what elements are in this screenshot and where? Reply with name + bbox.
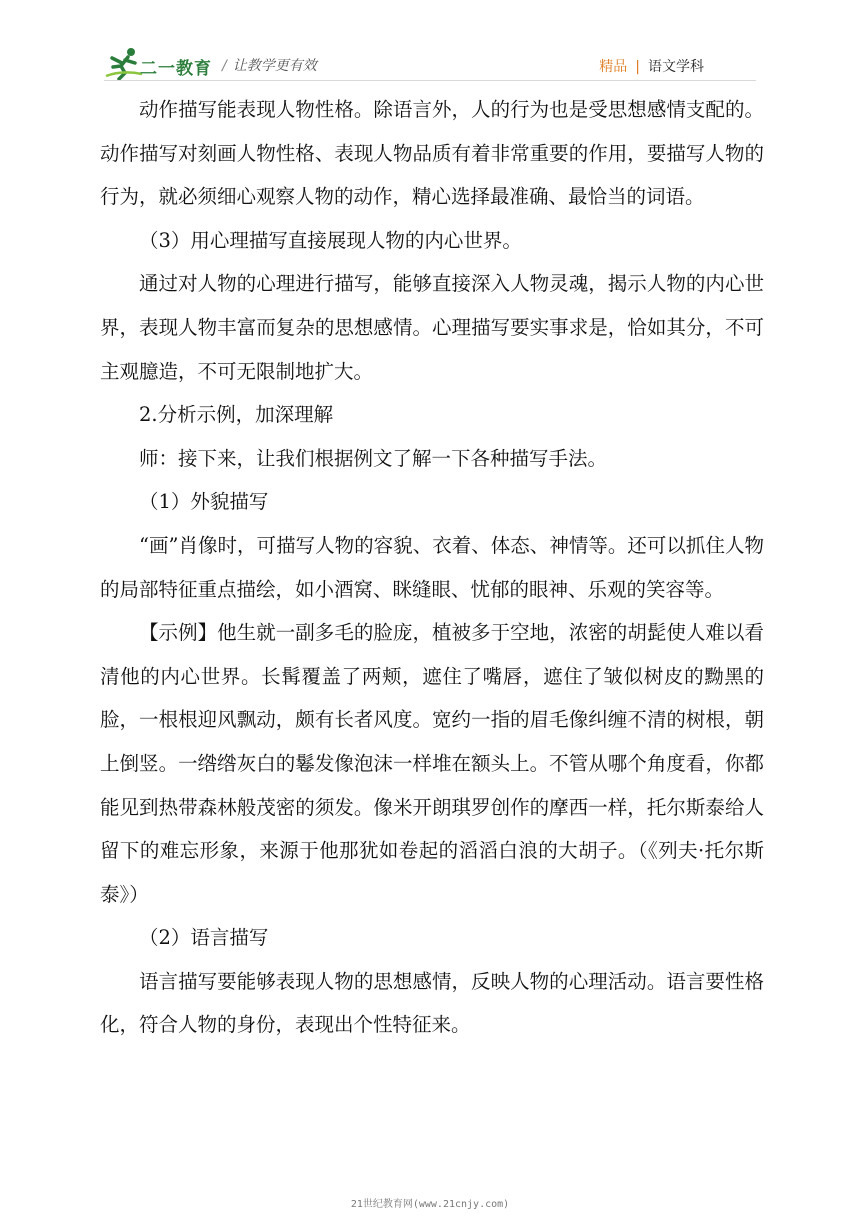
slogan-text: 让教学更有效 xyxy=(232,58,317,74)
paragraph: 通过对人物的心理进行描写，能够直接深入人物灵魂，揭示人物的内心世界，表现人物丰富而复杂的思想感情。心理描写要实事求是，恰如其分，不可主观臆造，不可无限制地扩大。 xyxy=(100,272,764,383)
section-heading: （1）外貌描写 xyxy=(139,490,269,514)
paragraph: 师：接下来，让我们根据例文了解一下各种描写手法。 xyxy=(139,446,608,470)
page-header xyxy=(0,0,860,90)
subject-label xyxy=(599,56,704,76)
section-heading: （3）用心理描写直接展现人物的内心世界。 xyxy=(139,228,522,252)
header-divider: | xyxy=(635,59,640,75)
paragraph: 语言描写要能够表现人物的思想感情，反映人物的心理活动。语言要性格化，符合人物的身份，表现出个性特征来。 xyxy=(100,969,764,1037)
header-rule xyxy=(104,80,756,81)
logo-text: 二一教育 xyxy=(140,59,212,79)
section-heading: （2）语言描写 xyxy=(139,926,269,950)
badge: 精品 xyxy=(599,59,628,75)
slogan xyxy=(222,55,317,75)
paragraph: 动作描写能表现人物性格。除语言外，人的行为也是受思想感情支配的。动作描写对刻画人物性格、表现人物品质有着非常重要的作用，要描写人物的行为，就必须细心观察人物的动作，精心选择最准确、最恰当的词语。 xyxy=(100,98,764,209)
slogan-separator: / xyxy=(222,58,227,74)
document-body xyxy=(100,88,764,1047)
section-heading: 2.分析示例，加深理解 xyxy=(139,403,334,427)
page-footer: 21世纪教育网(www.21cnjy.com) xyxy=(350,1199,510,1210)
paragraph: “画”肖像时，可描写人物的容貌、衣着、体态、神情等。还可以抓住人物的局部特征重点描绘，如小酒窝、眯缝眼、忧郁的眼神、乐观的笑容等。 xyxy=(100,533,764,601)
example-paragraph: 【示例】他生就一副多毛的脸庞，植被多于空地，浓密的胡髭使人难以看清他的内心世界。长髯覆盖了两颊，遮住了嘴唇，遮住了皱似树皮的黝黑的脸，一根根迎风飘动，颇有长者风度。宽约一指的眉毛像纠缠不清的树根，朝上倒竖。一绺绺灰白的鬈发像泡沫一样堆在额头上。不管从哪个角度看，你都能见到热带森林般茂密的须发。像米开朗琪罗创作的摩西一样，托尔斯泰给人留下的难忘形象，来源于他那犹如卷起的滔滔白浪的大胡子。（《列夫·托尔斯泰》） xyxy=(100,621,764,906)
subject: 语文学科 xyxy=(648,59,704,75)
